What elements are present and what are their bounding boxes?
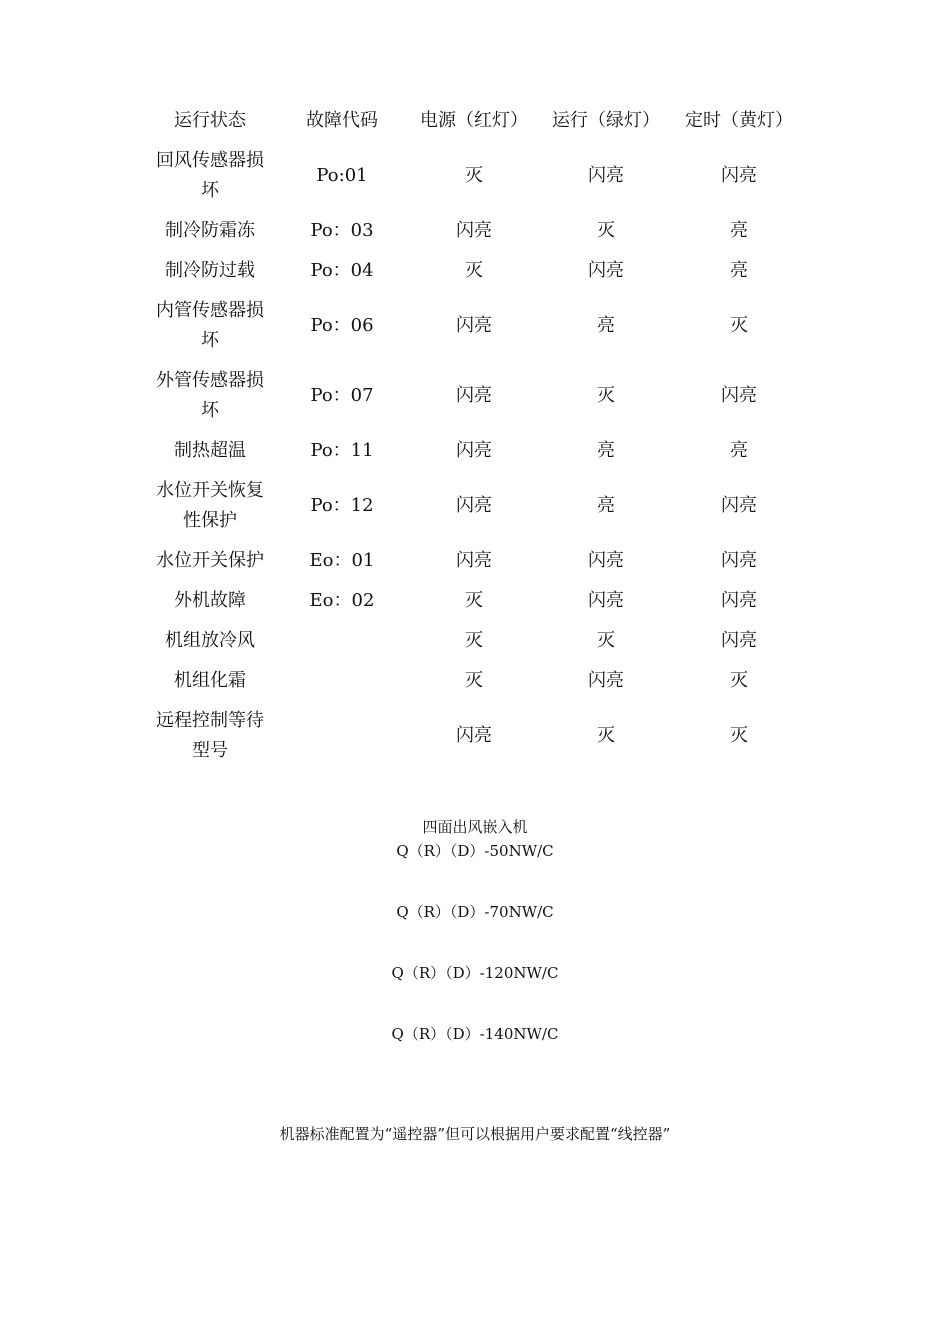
cell-run: 闪亮 (588, 550, 624, 571)
table-row (144, 661, 806, 701)
cell-power: 闪亮 (456, 495, 492, 516)
cell-power: 闪亮 (456, 220, 492, 241)
cell-status: 制冷防过载 (165, 260, 255, 281)
cell-status: 制冷防霜冻 (165, 220, 255, 241)
cell-status: 外管传感器损坏 (156, 370, 264, 421)
cell-fault-code: Po：06 (310, 315, 374, 336)
table-row (144, 471, 806, 541)
cell-fault-code (276, 701, 408, 771)
cell-status: 回风传感器损坏 (156, 150, 264, 201)
header-run-green: 运行（绿灯） (552, 110, 660, 131)
model-item: Q（R）（D）-120NW/C (391, 964, 559, 982)
cell-fault-code: Po：07 (310, 385, 374, 406)
model-item: Q（R）（D）-50NW/C (396, 842, 554, 860)
cell-fault-code: Po：12 (310, 495, 374, 516)
cell-run: 闪亮 (588, 165, 624, 186)
cell-power: 闪亮 (456, 315, 492, 336)
table-row (144, 431, 806, 471)
cell-timer: 灭 (730, 725, 748, 746)
cell-timer: 闪亮 (721, 590, 757, 611)
cell-power: 闪亮 (456, 550, 492, 571)
table-header-row (144, 101, 806, 141)
header-fault-code: 故障代码 (306, 110, 378, 131)
configuration-note: 机器标准配置为“遥控器”但可以根据用户要求配置“线控器” (279, 1125, 671, 1143)
cell-timer: 灭 (730, 315, 748, 336)
cell-fault-code: Eo：01 (309, 550, 375, 571)
model-list (0, 815, 950, 1083)
model-item: Q（R）（D）-70NW/C (396, 903, 554, 921)
cell-power: 闪亮 (456, 385, 492, 406)
table-row (144, 701, 806, 771)
cell-fault-code: Po:01 (316, 165, 368, 186)
cell-status: 机组化霜 (174, 670, 246, 691)
table-row (144, 291, 806, 361)
cell-fault-code: Po：11 (310, 440, 374, 461)
cell-timer: 闪亮 (721, 550, 757, 571)
cell-power: 灭 (465, 165, 483, 186)
cell-status: 制热超温 (174, 440, 246, 461)
cell-run: 亮 (597, 315, 615, 336)
cell-timer: 闪亮 (721, 495, 757, 516)
cell-timer: 亮 (730, 260, 748, 281)
table-row (144, 211, 806, 251)
cell-power: 灭 (465, 260, 483, 281)
cell-run: 闪亮 (588, 590, 624, 611)
table-row (144, 361, 806, 431)
cell-power: 灭 (465, 670, 483, 691)
cell-run: 闪亮 (588, 670, 624, 691)
cell-fault-code (276, 661, 408, 701)
cell-run: 亮 (597, 440, 615, 461)
cell-status: 水位开关保护 (156, 550, 264, 571)
cell-timer: 灭 (730, 670, 748, 691)
cell-power: 闪亮 (456, 725, 492, 746)
cell-timer: 闪亮 (721, 165, 757, 186)
fault-code-table (144, 101, 806, 771)
cell-status: 外机故障 (174, 590, 246, 611)
cell-power: 闪亮 (456, 440, 492, 461)
table-row (144, 251, 806, 291)
cell-timer: 闪亮 (721, 385, 757, 406)
header-status: 运行状态 (174, 110, 246, 131)
cell-run: 灭 (597, 725, 615, 746)
table-row (144, 141, 806, 211)
cell-run: 闪亮 (588, 260, 624, 281)
cell-fault-code: Po：04 (310, 260, 374, 281)
cell-fault-code (276, 621, 408, 661)
table-row (144, 541, 806, 581)
model-list-heading: 四面出风嵌入机 (422, 818, 528, 836)
cell-status: 内管传感器损坏 (156, 300, 264, 351)
cell-timer: 亮 (730, 220, 748, 241)
cell-run: 亮 (597, 495, 615, 516)
cell-status: 远程控制等待型号 (156, 710, 264, 761)
cell-status: 水位开关恢复性保护 (156, 480, 264, 531)
header-timer-yellow: 定时（黄灯） (685, 110, 793, 131)
cell-power: 灭 (465, 630, 483, 651)
table-row (144, 621, 806, 661)
cell-run: 灭 (597, 630, 615, 651)
cell-run: 灭 (597, 220, 615, 241)
cell-fault-code: Eo：02 (309, 590, 375, 611)
model-item: Q（R）（D）-140NW/C (391, 1025, 559, 1043)
cell-fault-code: Po：03 (310, 220, 374, 241)
cell-power: 灭 (465, 590, 483, 611)
cell-status: 机组放冷风 (165, 630, 255, 651)
table-row (144, 581, 806, 621)
header-power-red: 电源（红灯） (420, 110, 528, 131)
cell-timer: 亮 (730, 440, 748, 461)
cell-run: 灭 (597, 385, 615, 406)
cell-timer: 闪亮 (721, 630, 757, 651)
